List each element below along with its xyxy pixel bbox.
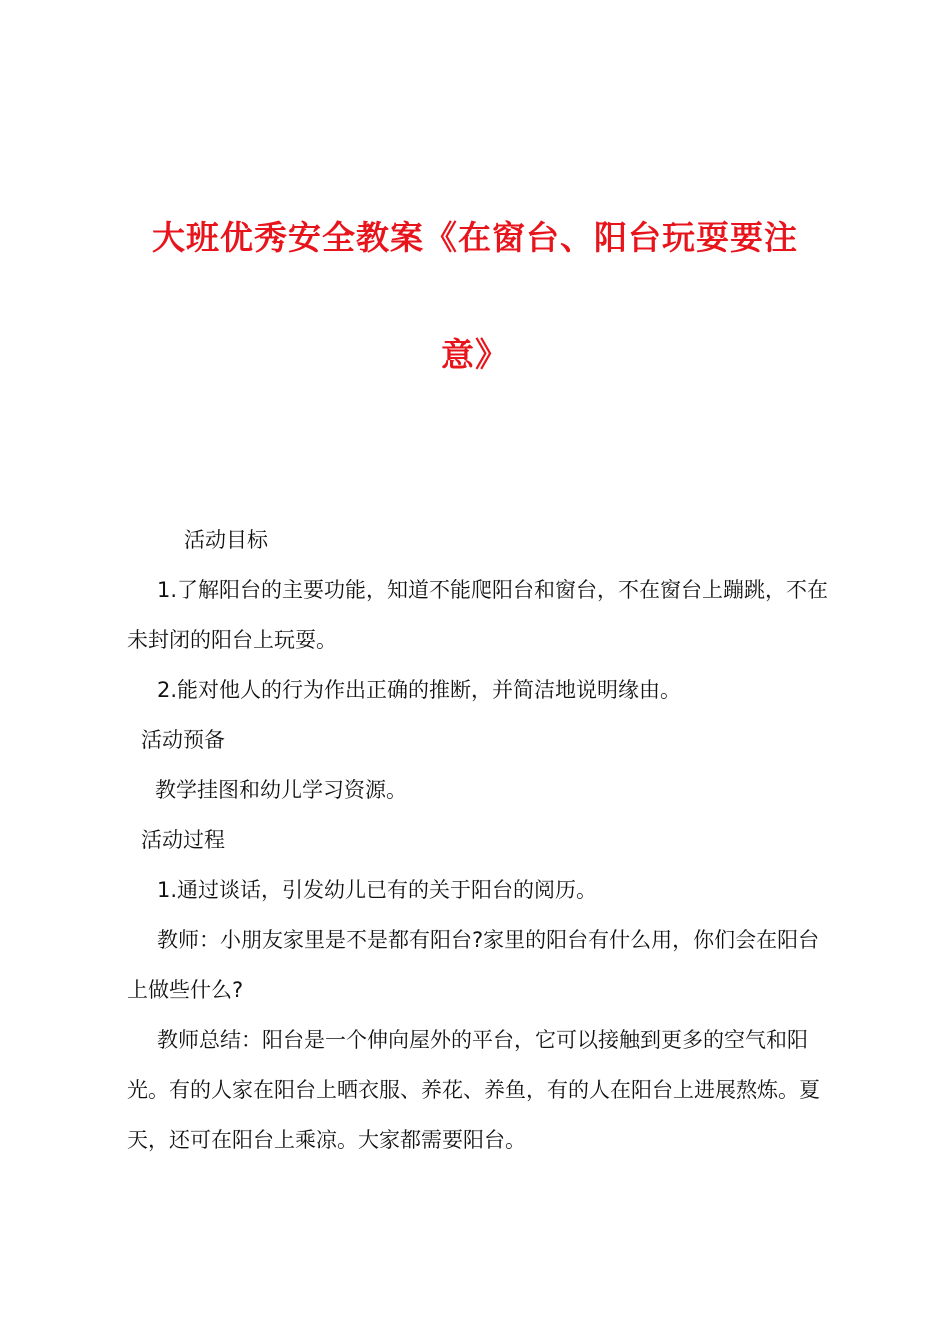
preparation-text: 教学挂图和幼儿学习资源。 [155,778,407,802]
goal-item-1: 1.了解阳台的主要功能，知道不能爬阳台和窗台，不在窗台上蹦跳，不在未封闭的阳台上玩耍。 [127,578,829,652]
goal-item-2: 2.能对他人的行为作出正确的推断，并简洁地说明缘由。 [157,678,682,702]
teacher-question: 教师：小朋友家里是不是都有阳台?家里的阳台有什么用，你们会在阳台上做些什么? [127,928,820,1002]
section-heading-preparation: 活动预备 [141,728,225,752]
document-title-line-1: 大班优秀安全教案《在窗台、阳台玩耍要注 [152,218,798,257]
document-body [127,515,837,1165]
document-title-line-2: 意》 [441,335,509,374]
section-heading-process: 活动过程 [141,828,225,852]
teacher-summary: 教师总结：阳台是一个伸向屋外的平台，它可以接触到更多的空气和阳光。有的人家在阳台上晒衣服、养花、养鱼，有的人在阳台上进展熬炼。夏天，还可在阳台上乘凉。大家都需要阳台。 [127,1028,820,1152]
process-step-1: 1.通过谈话，引发幼儿已有的关于阳台的阅历。 [157,878,598,902]
section-heading-goals: 活动目标 [184,528,268,552]
